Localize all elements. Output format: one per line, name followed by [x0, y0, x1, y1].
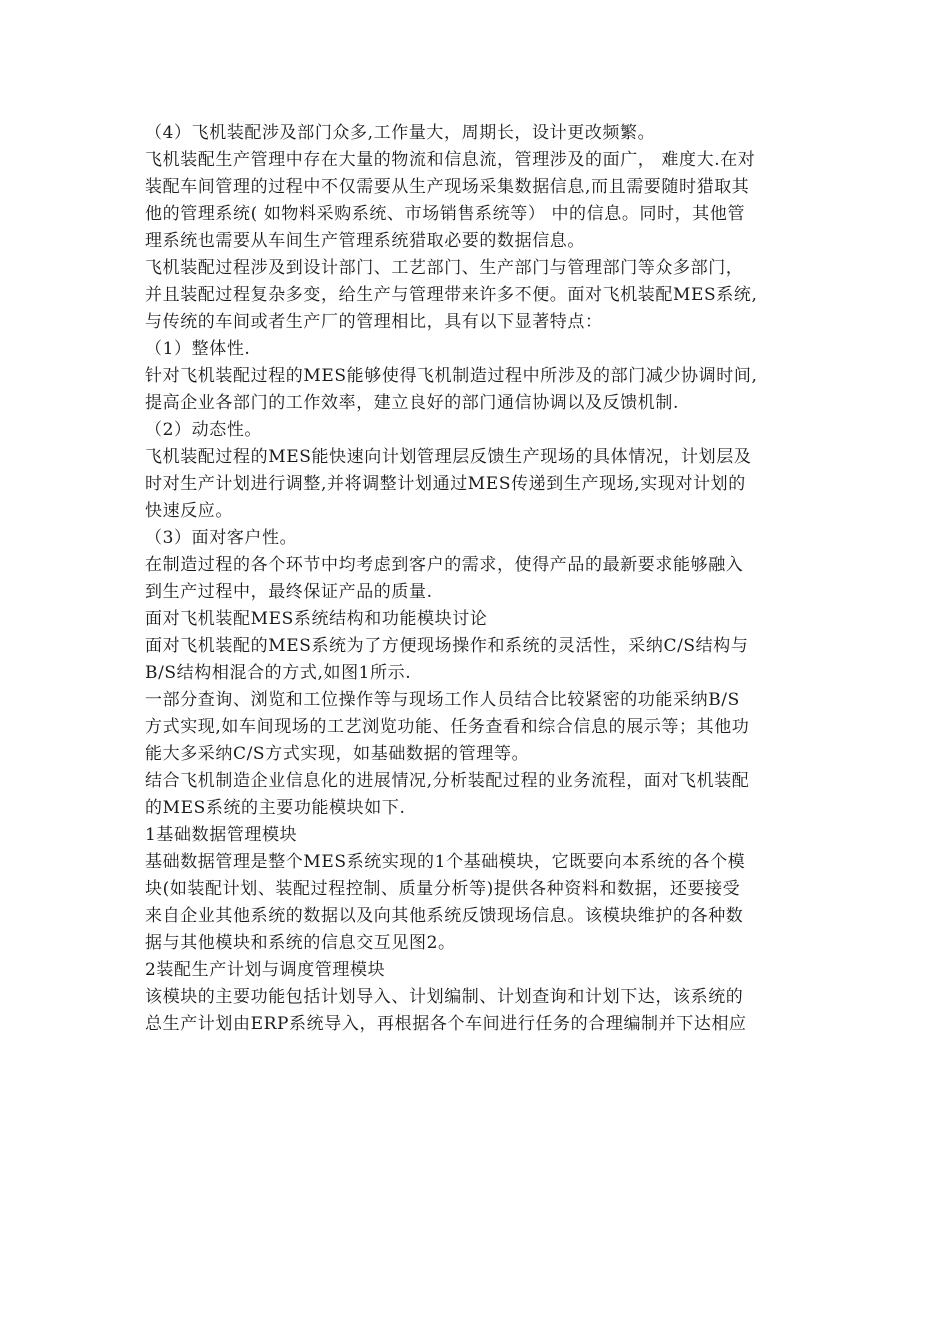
text-line: 理系统也需要从车间生产管理系统猎取必要的数据信息。: [145, 231, 585, 251]
text-line: 总生产计划由ERP系统导入，再根据各个车间进行任务的合理编制并下达相应: [145, 1014, 747, 1034]
text-line: 并且装配过程复杂多变，给生产与管理带来许多不便。面对飞机装配MES系统,: [145, 285, 758, 305]
text-line: 面对飞机装配的MES系统为了方便现场操作和系统的灵活性，采纳C/S结构与: [145, 636, 749, 656]
section-heading: 面对飞机装配MES系统结构和功能模块讨论: [145, 609, 488, 629]
text-line: 在制造过程的各个环节中均考虑到客户的需求，使得产品的最新要求能够融入: [145, 555, 744, 575]
text-line: 飞机装配生产管理中存在大量的物流和信息流，管理涉及的面广， 难度大.在对: [145, 150, 756, 170]
text-line: 基础数据管理是整个MES系统实现的1个基础模块，它既要向本系统的各个模: [145, 852, 746, 872]
list-item-heading: （2）动态性。: [145, 420, 263, 440]
text-line: 能大多采纳C/S方式实现，如基础数据的管理等。: [145, 744, 530, 764]
text-line: 与传统的车间或者生产厂的管理相比，具有以下显著特点：: [145, 312, 603, 332]
text-line: （4）飞机装配涉及部门众多,工作量大，周期长，设计更改频繁。: [145, 123, 656, 143]
text-line: 快速反应。: [145, 501, 233, 521]
list-item-heading: （3）面对客户性。: [145, 528, 298, 548]
text-line: 他的管理系统( 如物料采购系统、市场销售系统等） 中的信息。同时，其他管: [145, 204, 746, 224]
text-line: 装配车间管理的过程中不仅需要从生产现场采集数据信息,而且需要随时猎取其: [145, 177, 750, 197]
text-line: 针对飞机装配过程的MES能够使得飞机制造过程中所涉及的部门减少协调时间,: [145, 366, 758, 386]
text-line: 块(如装配计划、装配过程控制、质量分析等)提供各种资料和数据，还要接受: [145, 879, 741, 899]
text-line: 飞机装配过程的MES能快速向计划管理层反馈生产现场的具体情况，计划层及: [145, 447, 752, 467]
text-line: 飞机装配过程涉及到设计部门、工艺部门、生产部门与管理部门等众多部门，: [145, 258, 744, 278]
text-line: 提高企业各部门的工作效率，建立良好的部门通信协调以及反馈机制.: [145, 393, 680, 413]
text-line: B/S结构相混合的方式,如图1所示.: [145, 663, 412, 683]
list-item-heading: （1）整体性.: [145, 339, 251, 359]
text-line: 到生产过程中，最终保证产品的质量.: [145, 582, 433, 602]
document-body: [145, 120, 815, 1038]
text-line: 该模块的主要功能包括计划导入、计划编制、计划查询和计划下达，该系统的: [145, 987, 744, 1007]
section-heading: 2装配生产计划与调度管理模块: [145, 960, 386, 980]
text-line: 一部分查询、浏览和工位操作等与现场工作人员结合比较紧密的功能采纳B/S: [145, 690, 740, 710]
text-line: 方式实现,如车间现场的工艺浏览功能、任务查看和综合信息的展示等；其他功: [145, 717, 750, 737]
text-line: 据与其他模块和系统的信息交互见图2。: [145, 933, 456, 953]
section-heading: 1基础数据管理模块: [145, 825, 298, 845]
text-line: 结合飞机制造企业信息化的进展情况,分析装配过程的业务流程，面对飞机装配: [145, 771, 750, 791]
text-line: 时对生产计划进行调整,并将调整计划通过MES传递到生产现场,实现对计划的: [145, 474, 746, 494]
text-line: 来自企业其他系统的数据以及向其他系统反馈现场信息。该模块维护的各种数: [145, 906, 744, 926]
text-line: 的MES系统的主要功能模块如下.: [145, 798, 406, 818]
